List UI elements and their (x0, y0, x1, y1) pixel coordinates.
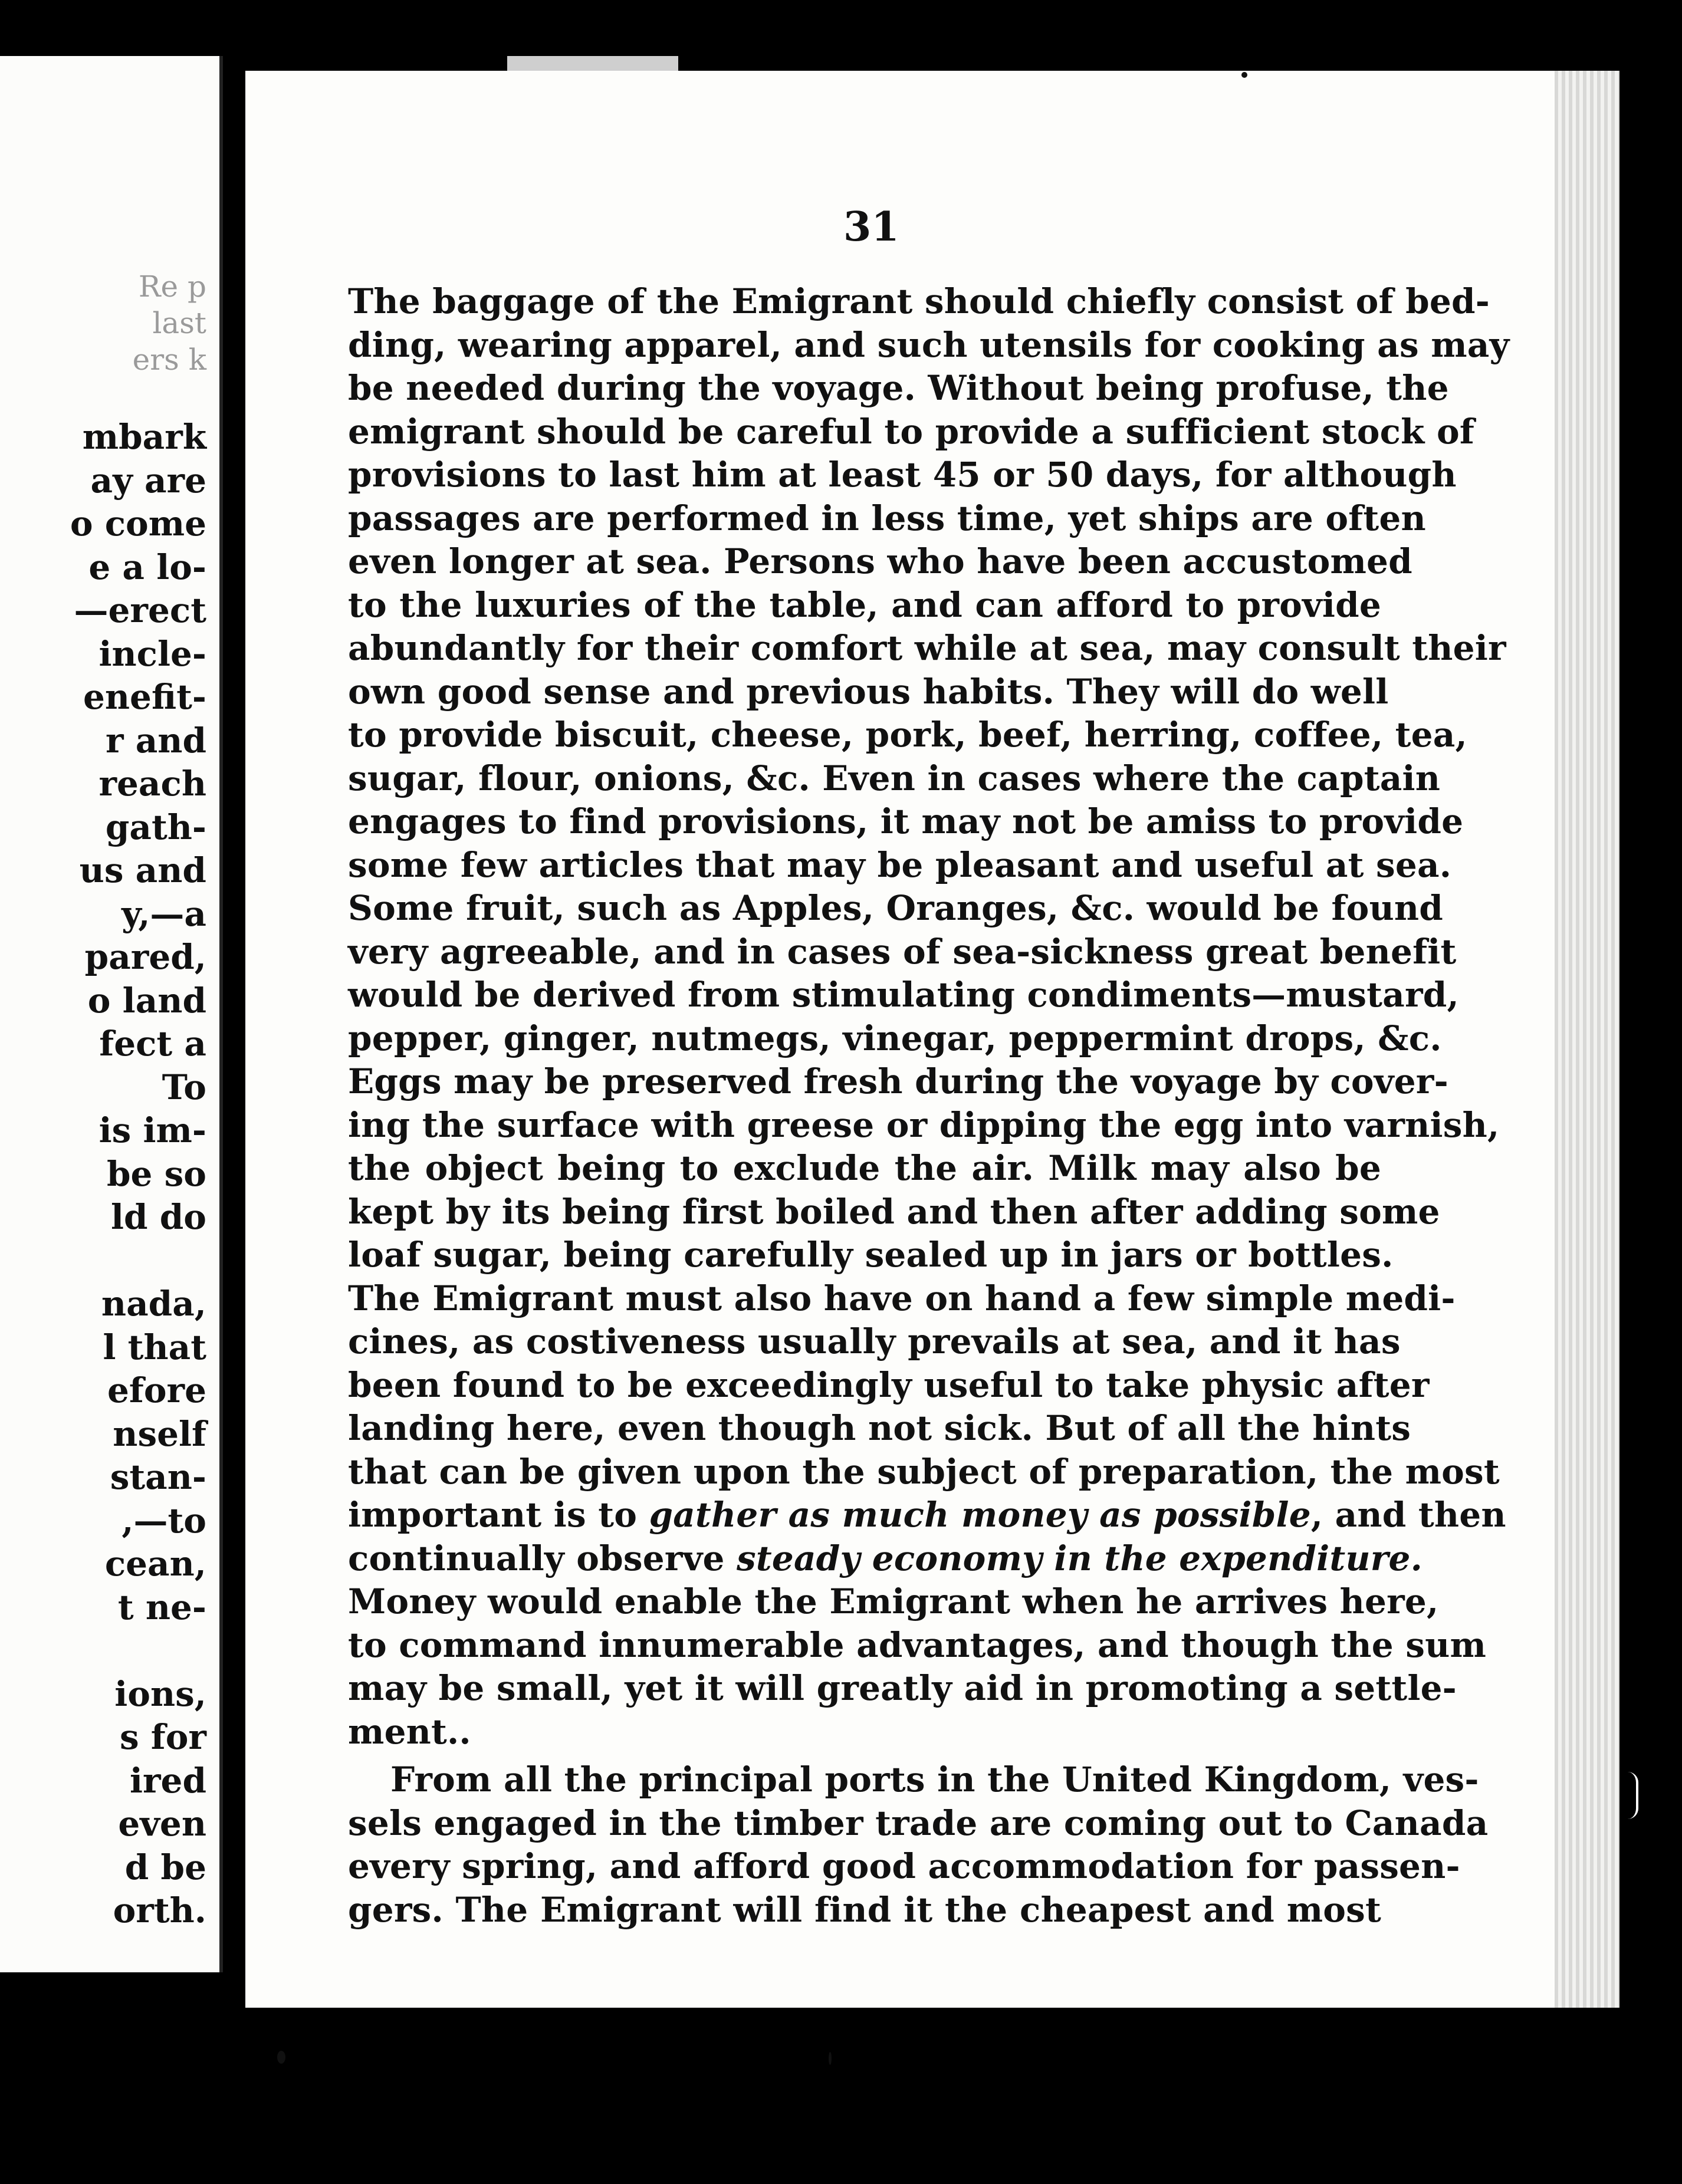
left-fragment: nada, (101, 1284, 206, 1324)
text-line: engages to find provisions, it may not be amiss to provide (348, 801, 1464, 841)
text-line: ing the surface with greese or dipping the egg into varnish, (348, 1104, 1500, 1145)
left-fragment: is im- (98, 1110, 206, 1150)
text-line: important is to gather as much money as possible, and then (348, 1495, 1506, 1535)
text-line: very agreeable, and in cases of sea-sickness great benefit (348, 931, 1457, 972)
left-fragment: efore (107, 1370, 206, 1410)
left-fragment: gath- (105, 807, 206, 847)
left-fragment: mbark (82, 417, 206, 457)
text-line: gers. The Emigrant will find it the cheapest and most (348, 1889, 1381, 1930)
text-line: passages are performed in less time, yet ships are often (348, 498, 1426, 538)
ink-dot (277, 2051, 285, 2064)
page-edge (1555, 71, 1619, 2008)
left-fragment: —erect (74, 590, 206, 630)
left-fragment: d be (124, 1847, 206, 1887)
text-line: own good sense and previous habits. They will do well (348, 671, 1389, 712)
left-fragment: ired (129, 1760, 206, 1801)
page-number: 31 (843, 203, 899, 251)
left-fragment: To (162, 1067, 206, 1107)
text-line: landing here, even though not sick. But of all the hints (348, 1408, 1411, 1448)
text-line: that can be given upon the subject of preparation, the most (348, 1451, 1500, 1492)
left-fragment: nself (113, 1413, 206, 1454)
text-line: been found to be exceedingly useful to take physic after (348, 1364, 1430, 1405)
left-fragment: reach (98, 764, 206, 804)
left-fragment: enefit- (83, 677, 206, 717)
text-line: continually observe steady economy in the expenditure. (348, 1538, 1423, 1578)
left-fragment: pared, (84, 937, 206, 977)
left-fragment: ld do (110, 1197, 206, 1237)
text-line: Eggs may be preserved fresh during the voyage by cover- (348, 1061, 1448, 1101)
text-line: sugar, flour, onions, &c. Even in cases where the captain (348, 758, 1441, 798)
paragraph-1 (348, 280, 1510, 1494)
left-fragment: e a lo- (88, 547, 206, 587)
text-line: ment.. (348, 1711, 471, 1752)
text-line: be needed during the voyage. Without being profuse, the (348, 368, 1449, 408)
text-line: to the luxuries of the table, and can afford to provide (348, 584, 1381, 625)
emphasis: gather as much money as possible (649, 1495, 1311, 1535)
gutter (223, 0, 245, 2184)
text-line: Some fruit, such as Apples, Oranges, &c. would be found (348, 888, 1444, 928)
left-fragment: o land (87, 980, 206, 1021)
left-page (0, 56, 223, 1972)
emphasis: steady economy in the expenditure. (737, 1538, 1423, 1578)
left-fragment: r and (105, 720, 206, 761)
paragraph-1-end (348, 1580, 1487, 1754)
left-fragment: us and (79, 850, 206, 890)
text-line: abundantly for their comfort while at sea, may consult their (348, 628, 1506, 668)
text-line: would be derived from stimulating condiments—mustard, (348, 975, 1459, 1015)
text-line: the object being to exclude the air. Milk may also be (348, 1148, 1381, 1188)
text-line: even longer at sea. Persons who have been accustomed (348, 541, 1412, 581)
text-line: some few articles that may be pleasant and useful at sea. (348, 844, 1452, 885)
ink-dot (1241, 72, 1247, 78)
left-fragment: incle- (98, 633, 206, 674)
text-line: provisions to last him at least 45 or 50 days, for although (348, 455, 1457, 495)
text-line: From all the principal ports in the United Kingdom, ves- (390, 1759, 1479, 1800)
left-faint-fragment: ers k (132, 343, 206, 377)
left-fragment: ,—to (121, 1500, 206, 1541)
text-line: The Emigrant must also have on hand a few simple medi- (348, 1278, 1456, 1318)
text-line: The baggage of the Emigrant should chiefly consist of bed- (348, 281, 1490, 321)
paragraph-2 (348, 1758, 1489, 1932)
left-fragment: ay are (90, 460, 206, 501)
left-faint-fragment: Re p (138, 269, 206, 304)
text-line: sels engaged in the timber trade are coming out to Canada (348, 1803, 1489, 1843)
text-line: every spring, and afford good accommodation for passen- (348, 1846, 1460, 1886)
ink-dot (829, 2052, 832, 2065)
left-fragment: orth. (113, 1890, 206, 1930)
left-fragment: even (118, 1804, 206, 1844)
text-line: emigrant should be careful to provide a sufficient stock of (348, 411, 1474, 452)
text-line: pepper, ginger, nutmegs, vinegar, peppermint drops, &c. (348, 1018, 1442, 1058)
text-line: Money would enable the Emigrant when he arrives here, (348, 1581, 1439, 1621)
left-fragment: s for (119, 1717, 206, 1757)
body-text (348, 280, 1510, 1932)
left-fragment: ions, (114, 1673, 206, 1714)
text-line: to provide biscuit, cheese, pork, beef, herring, coffee, tea, (348, 715, 1467, 755)
text-line: ding, wearing apparel, and such utensils for cooking as may (348, 324, 1510, 365)
left-fragment: fect a (99, 1024, 206, 1064)
left-fragment: t ne- (117, 1587, 206, 1627)
text-line: loaf sugar, being carefully sealed up in jars or bottles. (348, 1235, 1394, 1275)
left-fragment: be so (107, 1153, 206, 1194)
left-fragment: cean, (104, 1544, 206, 1584)
text-line: cines, as costiveness usually prevails at sea, and it has (348, 1321, 1401, 1361)
text-line: may be small, yet it will greatly aid in promoting a settle- (348, 1668, 1457, 1708)
left-fragment: l that (103, 1327, 206, 1367)
text-line: to command innumerable advantages, and though the sum (348, 1624, 1487, 1665)
left-fragment: y,—a (121, 893, 206, 934)
left-fragment: stan- (110, 1457, 206, 1497)
left-fragment: o come (70, 504, 206, 544)
edge-mark (1628, 1772, 1638, 1819)
text-line: kept by its being first boiled and then after adding some (348, 1191, 1440, 1232)
left-faint-fragment: last (152, 306, 206, 340)
